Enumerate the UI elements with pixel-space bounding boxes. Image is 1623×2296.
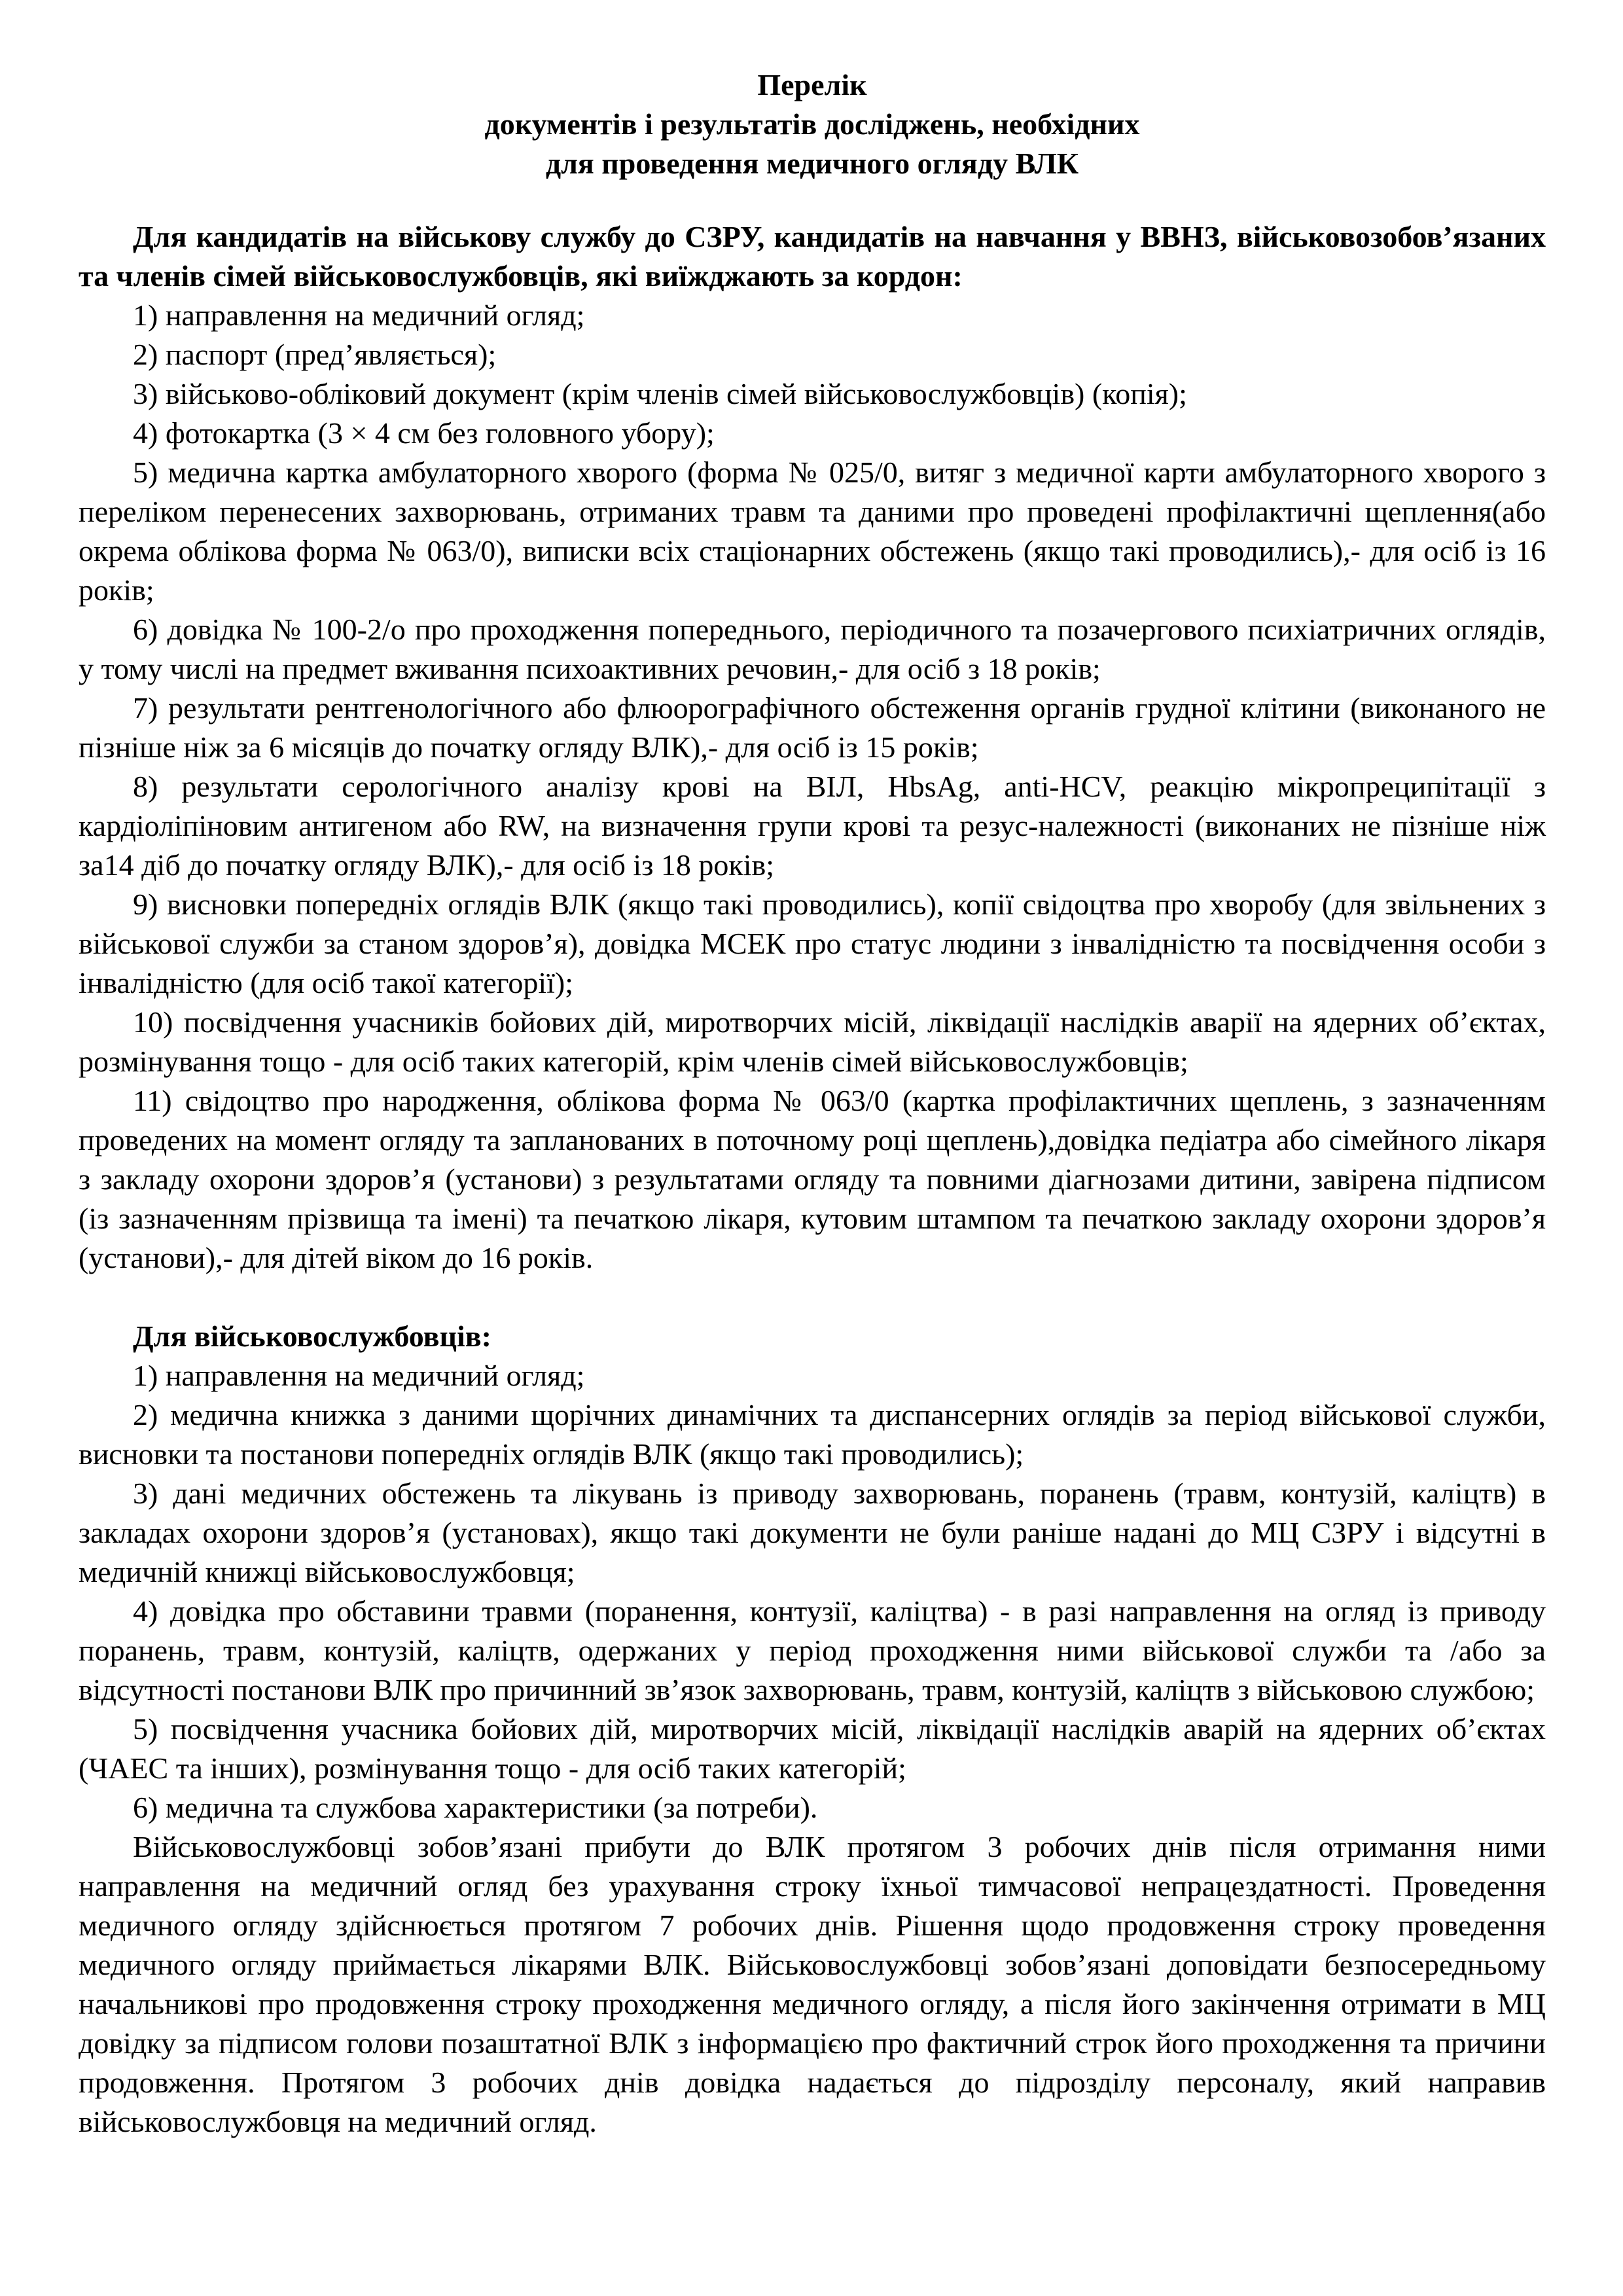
list-item: 5) посвідчення учасника бойових дій, миротворчих місій, ліквідації наслідків аварій на ядерних об’єктах (ЧАЕС та інших), розмінування тощо - для осіб таких категорій; <box>79 1712 1546 1785</box>
list-item: 1) направлення на медичний огляд; <box>133 1359 585 1392</box>
list-item: 6) медична та службова характеристики (за потреби). <box>133 1791 818 1824</box>
list-item: 2) паспорт (пред’являється); <box>133 338 497 371</box>
title-line-1: Перелік <box>757 68 867 101</box>
closing-paragraph: Військовослужбовці зобов’язані прибути до ВЛК протягом 3 робочих днів після отримання ними направлення на медичний огляд без урахування строку їхньої тимчасової непрацездатності. Проведення медичного огляду здійснюється протягом 7 робочих днів. Рішення щодо продовження строку проведення медичного огляду приймається лікарями ВЛК. Військовослужбовці зобов’язані доповідати безпосередньому начальникові про продовження строку проходження медичного огляду, а після його закінчення отримати в МЦ довідку за підписом голови позаштатної ВЛК з інформацією про фактичний строк його проходження та причини продовження. Протягом 3 робочих днів довідка надається до підрозділу персоналу, який направив військовослужбовця на медичний огляд. <box>79 1830 1546 2138</box>
list-item: 10) посвідчення учасників бойових дій, миротворчих місій, ліквідації наслідків аварії на ядерних об’єктах, розмінування тощо - для осіб таких категорій, крім членів сімей військовослужбовців; <box>79 1005 1546 1078</box>
list-item: 7) результати рентгенологічного або флюорографічного обстеження органів грудної клітини (виконаного не пізніше ніж за 6 місяців до початку огляду ВЛК),- для осіб із 15 років; <box>79 691 1546 764</box>
document-page <box>79 65 1546 2142</box>
list-item: 8) результати серологічного аналізу крові на ВІЛ, HbsAg, anti-HCV, реакцію мікропреципітації з кардіоліпіновим антигеном або RW, на визначення групи крові та резус-належності (виконаних не пізніше ніж за14 діб до початку огляду ВЛК),- для осіб із 18 років; <box>79 770 1546 882</box>
title-line-3: для проведення медичного огляду ВЛК <box>545 147 1079 180</box>
title-line-2: документів і результатів досліджень, необхідних <box>484 107 1140 141</box>
list-item: 9) висновки попередніх оглядів ВЛК (якщо такі проводились), копії свідоцтва про хворобу (для звільнених з військової служби за станом здоров’я), довідка МСЕК про статус людини з інвалідністю та посвідчення особи з інвалідністю (для осіб такої категорії); <box>79 888 1546 999</box>
list-item: 3) військово-обліковий документ (крім членів сімей військовослужбовців) (копія); <box>133 377 1187 410</box>
list-item: 1) направлення на медичний огляд; <box>133 298 585 332</box>
list-item: 11) свідоцтво про народження, облікова форма № 063/0 (картка профілактичних щеплень, з зазначенням проведених на момент огляду та запланованих в поточному році щеплень),довідка педіатра або сімейного лікаря з закладу охорони здоров’я (установи) з результатами огляду та повними діагнозами дитини, завірена підписом (із зазначенням прізвища та імені) та печаткою лікаря, кутовим штампом та печаткою закладу охорони здоров’я (установи),- для дітей віком до 16 років. <box>79 1084 1546 1274</box>
list-item: 4) довідка про обставини травми (поранення, контузії, каліцтва) - в разі направлення на огляд із приводу поранень, травм, контузій, каліцтв, одержаних у період проходження ними військової служби та /або за відсутності постанови ВЛК про причинний зв’язок захворювань, травм, контузій, каліцтв з військовою службою; <box>79 1594 1546 1706</box>
section-servicemen <box>79 1317 1546 2142</box>
section-heading-servicemen: Для військовослужбовців: <box>133 1319 491 1353</box>
list-item: 4) фотокартка (3 × 4 см без головного убору); <box>133 416 715 450</box>
section-candidates <box>79 217 1546 1278</box>
list-item: 2) медична книжка з даними щорічних динамічних та диспансерних оглядів за період військової служби, висновки та постанови попередніх оглядів ВЛК (якщо такі проводились); <box>79 1398 1546 1471</box>
list-item: 6) довідка № 100-2/о про проходження попереднього, періодичного та позачергового психіатричних оглядів, у тому числі на предмет вживання психоактивних речовин,- для осіб з 18 років; <box>79 613 1546 685</box>
list-item: 5) медична картка амбулаторного хворого (форма № 025/0, витяг з медичної карти амбулаторного хворого з переліком перенесених захворювань, отриманих травм та даними про проведені профілактичні щеплення(або окрема облікова форма № 063/0), виписки всіх стаціонарних обстежень (якщо такі проводились),- для осіб із 16 років; <box>79 456 1546 607</box>
document-title <box>79 65 1546 183</box>
section-heading-candidates: Для кандидатів на військову службу до СЗРУ, кандидатів на навчання у ВВНЗ, військовозобов’язаних та членів сімей військовослужбовців, які виїжджають за кордон: <box>79 220 1546 293</box>
list-item: 3) дані медичних обстежень та лікувань із приводу захворювань, поранень (травм, контузій, каліцтв) в закладах охорони здоров’я (установах), якщо такі документи не були раніше надані до МЦ СЗРУ і відсутні в медичній книжці військовослужбовця; <box>79 1477 1546 1588</box>
